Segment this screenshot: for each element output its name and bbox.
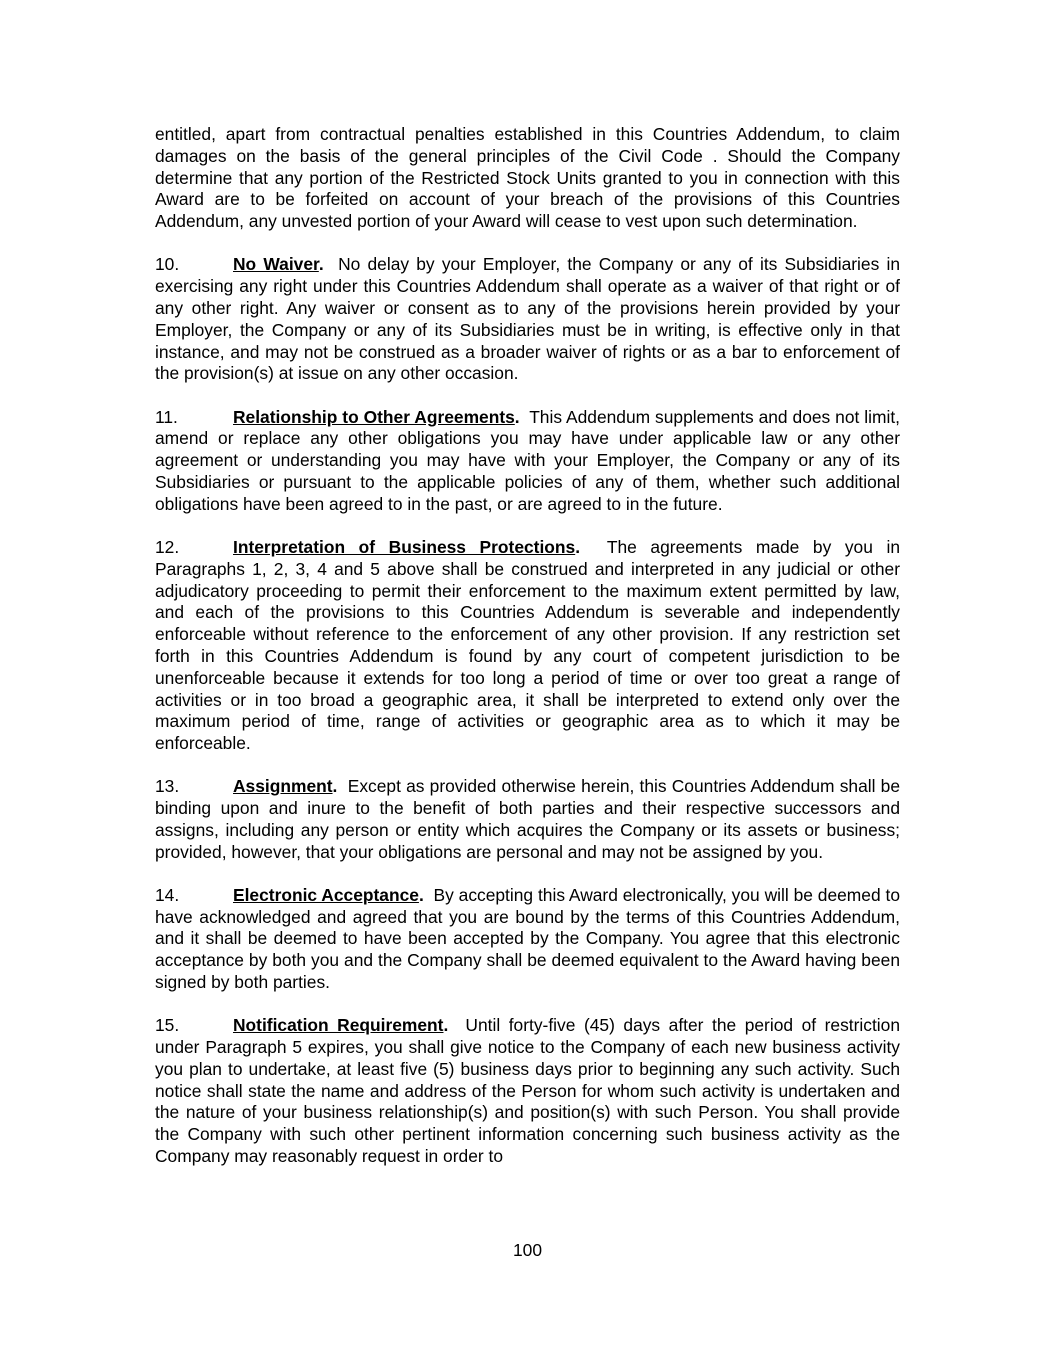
paragraph-number: 14. [155, 884, 180, 905]
paragraph-heading: Notification Requirement [233, 1015, 444, 1036]
paragraph-text: No delay by your Employer, the Company or any of its Subsidiaries in exercising any right under this Countries Addendum shall operate as a waiver of that right or of any other right. Any waiver or consent as to any of the provisions herein provided by your Employer, the Company or any of its Subsidiaries must be in writing, is effective only in that instance, and may not be construed as a broader waiver of rights or as a bar to enforcement of the provision(s) at issue on any other occasion. [155, 254, 901, 384]
paragraph-14-electronic-acceptance [155, 885, 900, 994]
heading-punctuation: . [443, 1015, 449, 1036]
paragraph-text: The agreements made by you in Paragraphs 1, 2, 3, 4 and 5 above shall be construed and interpreted in any judicial or other adjudicatory proceeding to permit their enforcement to the maximum extent permitted by law, and each of the provisions to this Countries Addendum is severable and independently enforceable without reference to the enforcement of any other provision. If any restriction set forth in this Countries Addendum is found by any court of competent jurisdiction to be unenforceable because it extends for too long a period of time or over too great a range of activities or in too broad a geographic area, it shall be interpreted to extend only over the maximum period of time, range of activities or geographic area as to which it may be enforceable. [155, 536, 900, 754]
heading-punctuation: . [318, 254, 324, 275]
document-body [155, 124, 900, 1189]
paragraph-heading: Assignment [233, 776, 333, 797]
paragraph-10-no-waiver [155, 254, 900, 385]
paragraph-number: 10. [155, 254, 180, 275]
paragraph-heading: Relationship to Other Agreements [233, 406, 515, 427]
paragraph-12-interpretation [155, 537, 900, 755]
heading-punctuation: . [575, 536, 581, 557]
paragraph-text: This Addendum supplements and does not limit, amend or replace any other obligations you may have under applicable law or any other agreement or understanding you may have with your Employer, the Company or any of its Subsidiaries or pursuant to the applicable policies of any of them, whether such additional obligations have been agreed to in the past, or are agreed to in the future. [155, 406, 900, 514]
heading-punctuation: . [332, 776, 338, 797]
paragraph-continuation [155, 124, 900, 233]
paragraph-number: 13. [155, 776, 180, 797]
paragraph-13-assignment [155, 776, 900, 863]
paragraph-heading: Electronic Acceptance [233, 884, 419, 905]
paragraph-text: entitled, apart from contractual penalties established in this Countries Addendum, to claim damages on the basis of the general principles of the Civil Code . Should the Company determine that any portion of the Restricted Stock Units granted to you in connection with this Award are to be forfeited on account of your breach of the provisions of this Countries Addendum, any unvested portion of your Award will cease to vest upon such determination. [155, 124, 900, 232]
paragraph-15-notification [155, 1015, 900, 1168]
heading-punctuation: . [418, 884, 424, 905]
page-number: 100 [512, 1240, 542, 1260]
paragraph-11-relationship [155, 407, 900, 516]
paragraph-text: By accepting this Award electronically, you will be deemed to have acknowledged and agreed that you are bound by the terms of this Countries Addendum, and it shall be deemed to have been accepted by the Company. You agree that this electronic acceptance by both you and the Company shall be deemed equivalent to the Award having been signed by both parties. [155, 884, 900, 993]
paragraph-number: 11. [155, 406, 178, 427]
paragraph-number: 15. [155, 1015, 180, 1036]
paragraph-text: Except as provided otherwise herein, this Countries Addendum shall be binding upon and inure to the benefit of both parties and their respective successors and assigns, including any person or entity which acquires the Company or its assets or business; provided, however, that your obligations are personal and may not be assigned by you. [155, 776, 900, 862]
paragraph-text: Until forty-five (45) days after the period of restriction under Paragraph 5 expires, you shall give notice to the Company of each new business activity you plan to undertake, at least five (5) business days prior to beginning any such activity. Such notice shall state the name and address of the Person for whom such activity is undertaken and the nature of your business relationship(s) and position(s) with such Person. You shall provide the Company with such other pertinent information concerning such business activity as the Company may reasonably request in order to [155, 1015, 900, 1167]
heading-punctuation: . [514, 406, 520, 427]
paragraph-number: 12. [155, 536, 180, 557]
paragraph-heading: No Waiver [233, 254, 319, 275]
paragraph-heading: Interpretation of Business Protections [233, 536, 576, 557]
